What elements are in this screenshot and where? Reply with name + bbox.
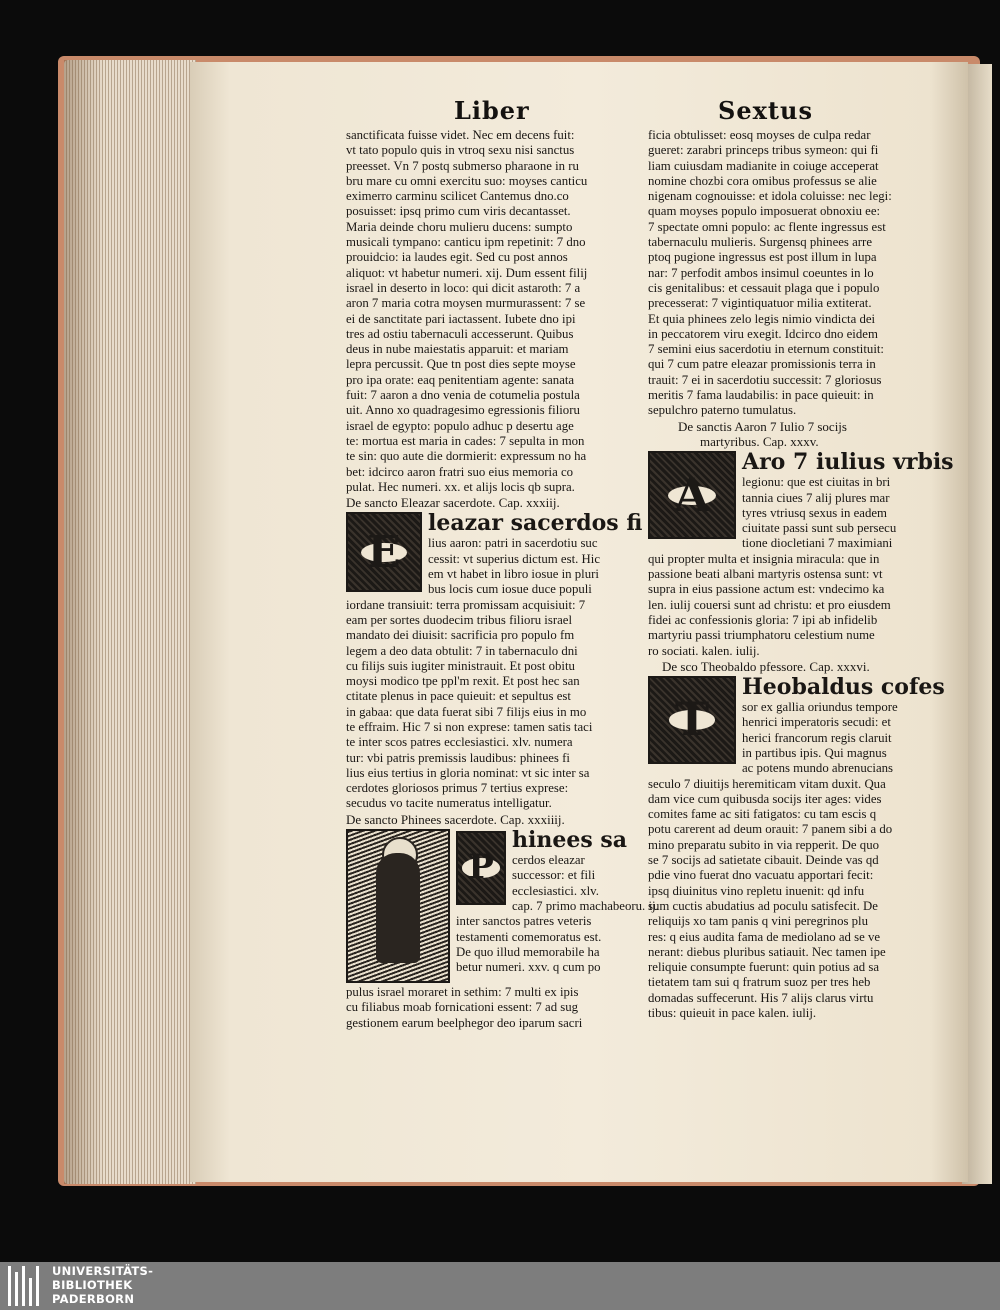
text-line: testamenti comemoratus est.: [456, 929, 602, 944]
text-line: tres ad ostiu tabernaculi accesserunt. Quibus: [346, 326, 574, 341]
library-name-line: BIBLIOTHEK: [52, 1278, 133, 1292]
text-line: bus locis cum iosue duce populi: [428, 582, 592, 597]
text-line: Maria deinde choru mulieru ducens: sumpto: [346, 219, 573, 234]
left-text-top: [346, 128, 634, 495]
text-line: ptoq pugione ingressus est post illum in lupa: [648, 250, 877, 265]
text-line: trauit: 7 ei in sacerdotiu successit: 7 gloriosus: [648, 372, 882, 387]
running-head-right: Sextus: [718, 96, 813, 125]
text-line: precesserat: 7 vigintiquatuor milia extiterat.: [648, 296, 872, 311]
text-line: mandato dei diuisit: sacrificia pro populo fm: [346, 628, 575, 643]
text-line: meritis 7 fama laudabilis: in pace quieuit: in: [648, 388, 874, 403]
logo-stripe: [36, 1266, 39, 1306]
text-line: ctitate plenus in pace quieuit: et sepultus est: [346, 689, 571, 704]
opening-words: Aro 7 iulius vrbis: [742, 449, 954, 476]
text-lines: [648, 552, 932, 659]
text-line: in gabaa: que data fuerat sibi 7 filijs eius in mo: [346, 704, 587, 719]
text-line: reliquie consumpte fuerunt: quin potius ad sa: [648, 960, 880, 975]
text-line: Et quia phinees zelo legis nimio vindicta dei: [648, 311, 876, 326]
text-line: ecclesiastici. xlv.: [512, 883, 599, 898]
chapter-heading: De sancto Eleazar sacerdote. Cap. xxxiij.: [346, 495, 560, 511]
chapter-heading: De sancto Phinees sacerdote. Cap. xxxiiij.: [346, 811, 565, 827]
text-line: tannia ciues 7 alij plures mar: [742, 490, 890, 505]
opening-words: leazar sacerdos fi: [428, 510, 643, 537]
text-line: pulus israel moraret in sethim: 7 multi ex ipis: [346, 985, 579, 1000]
text-line: liam cuiusdam madianite in coiuge acceperat: [648, 158, 879, 173]
text-line: inter sanctos patres veteris: [456, 914, 592, 929]
text-lines: [346, 985, 634, 1031]
opening-words: hinees sa: [512, 827, 628, 854]
initial-letter: E: [361, 543, 407, 562]
text-line: qui 7 cum patre eleazar promissionis terra in: [648, 357, 876, 372]
text-line: cap. 7 primo machabeoru. ij.: [512, 898, 659, 913]
text-line: supra in eius passione actum est: vndecimo ka: [648, 582, 885, 597]
library-logo-icon: [8, 1266, 44, 1306]
text-line: sum cuctis abudatius ad poculu satisfecit. De: [648, 898, 878, 913]
text-line: bru mare cu omni exercitu suo: moyses canticu: [346, 173, 588, 188]
text-line: fuit: 7 aaron a dno venia de cotumelia postula: [346, 388, 580, 403]
text-line: iordane transiuit: terra promissam acquisiuit: 7: [346, 597, 586, 612]
text-lines: [648, 777, 932, 1022]
text-line: domadas suffecerunt. His 7 alijs clarus virtu: [648, 990, 874, 1005]
decorated-initial: [346, 512, 422, 592]
text-line: nigenam cognouisse: et idola coluisse: nec legi:: [648, 189, 892, 204]
text-line: pro ipa orate: eaq penitentiam agente: sanata: [346, 372, 575, 387]
library-name-line: UNIVERSITÄTS-: [52, 1264, 154, 1278]
text-line: tibus: quieuit in pace kalen. iulij.: [648, 1006, 817, 1021]
text-line: dam vice cum quibusda socijs iter ages: vides: [648, 791, 882, 806]
text-line: israel in deserto in loco: qui dicit astaroth: 7 a: [346, 280, 581, 295]
text-line: reliquijs xo tam panis q vini peregrinos plu: [648, 914, 869, 929]
text-line: betur numeri. xxv. q cum po: [456, 960, 601, 975]
chapter-heading: De sanctis Aaron 7 Iulio 7 socijs: [678, 418, 847, 434]
decorated-initial: [648, 451, 736, 539]
decorated-initial: [648, 676, 736, 764]
text-line: eximerro carminu scilicet Cantemus dno.co: [346, 189, 569, 204]
text-line: comites fame ac siti fatigatos: cu tam escis q: [648, 807, 877, 822]
paragraph-theobald: [648, 674, 945, 776]
text-line: ac potens mundo abrenucians: [742, 761, 894, 776]
text-lines: [346, 598, 634, 812]
logo-stripe: [29, 1278, 32, 1306]
text-line: te: mortua est maria in cades: 7 sepulta in mon: [346, 433, 585, 448]
text-line: bet: idcirco aaron fratri suo eius memoria co: [346, 464, 574, 479]
right-text-top: [648, 128, 932, 419]
text-line: tyres vtriusq sexus in eadem: [742, 505, 888, 520]
running-head-left: Liber: [454, 96, 530, 125]
text-line: cessit: vt superius dictum est. Hic: [428, 551, 601, 566]
text-line: tietatem tam sui q fratrum suoz per tres heb: [648, 975, 871, 990]
text-line: res: q eius audita fama de mediolano ad se ve: [648, 929, 881, 944]
text-line: aron 7 maria cotra moysen murmurassent: 7 se: [346, 296, 586, 311]
decorated-initial: [456, 831, 506, 905]
text-line: deus in nube maiestatis apparuit: et mariam: [346, 342, 569, 357]
library-name-line: PADERBORN: [52, 1292, 135, 1306]
text-line: lius eius tertius in gloria nominat: vt sic inter sa: [346, 765, 590, 780]
text-line: ipsq diuinitus vino repletu inuenit: qd infu: [648, 883, 865, 898]
text-line: cu filiabus moab fornicationi essent: 7 ad sug: [346, 1000, 579, 1015]
logo-stripe: [8, 1266, 11, 1306]
paragraph-eleazar: [346, 510, 643, 597]
page-edge-shadow: [64, 60, 104, 1184]
text-line: qui propter multa et insignia miracula: que in: [648, 551, 880, 566]
text-line: sepulchro paterno tumulatus.: [648, 403, 797, 418]
text-line: ciuitate passi sunt sub persecu: [742, 521, 897, 536]
text-line: preesset. Vn 7 postq submerso pharaone in ru: [346, 158, 579, 173]
text-line: sanctificata fuisse videt. Nec em decens fuit:: [346, 128, 575, 142]
text-line: len. iulij couersi sunt ad christu: et pro eiusdem: [648, 597, 891, 612]
text-line: lius aaron: patri in sacerdotiu suc: [428, 536, 598, 551]
text-line: te sin: quo aute die dormierit: expressum no ha: [346, 449, 587, 464]
text-line: gestionem earum beelphegor deo iparum sacri: [346, 1015, 583, 1030]
text-line: pulat. Hec numeri. xx. et alijs locis qb supra.: [346, 479, 575, 494]
text-line: De quo illud memorabile ha: [456, 944, 600, 959]
text-line: secudus vo tacite numeratus intelligatur.: [346, 796, 552, 811]
text-line: 7 spectate omni populo: ac flente ingressus est: [648, 219, 886, 234]
text-line: cis genitalibus: et cessauit plaga que i populo: [648, 280, 880, 295]
text-line: cerdos eleazar: [512, 853, 585, 868]
text-line: passione beati albani martyris ostensa sunt: vt: [648, 567, 883, 582]
figure: [376, 853, 420, 963]
text-line: se 7 socijs ad satietate cibauit. Deinde vas qd: [648, 853, 879, 868]
text-line: te inter scos patres ecclesiastici. xlv. numera: [346, 735, 573, 750]
text-line: legionu: que est ciuitas in bri: [742, 475, 891, 490]
saint-woodcut-illustration: [346, 829, 450, 983]
text-line: posuisset: ipsq primo cum viris decantasset.: [346, 204, 571, 219]
logo-stripe: [15, 1272, 18, 1306]
text-line: tabernaculu mulieris. Surgensq phinees arre: [648, 235, 872, 250]
text-line: uit. Anno xo quadragesimo egressionis filioru: [346, 403, 580, 418]
text-line: in peccatorem viru exegit. Idcirco dno eidem: [648, 326, 878, 341]
text-line: lepra percussit. Que tn post dies septe moyse: [346, 357, 576, 372]
initial-letter: P: [462, 858, 500, 877]
text-line: pdie vino fuerat dno vacuatu apportari fecit:: [648, 868, 874, 883]
text-line: gueret: zarabri princeps tribus symeon: qui fi: [648, 143, 879, 158]
text-line: musicali tympano: canticu ipm repetinit: 7 dno: [346, 235, 586, 250]
text-line: aliquot: vt habetur numeri. xij. Dum essent filij: [346, 265, 588, 280]
text-line: te effraim. Hic 7 si non exprese: tamen satis taci: [346, 719, 593, 734]
text-line: israel de egypto: populo adhuc p desertu age: [346, 418, 574, 433]
text-line: in partibus ipis. Qui magnus: [742, 745, 887, 760]
text-line: tur: vbi patris premissis laudibus: phinees fi: [346, 750, 570, 765]
text-line: henrici imperatoris secudi: et: [742, 715, 891, 730]
left-column: [346, 128, 659, 1031]
text-line: 7 semini eius sacerdotiu in eternum constituit:: [648, 342, 884, 357]
text-line: mino preparatu subito in via repperit. De quo: [648, 837, 879, 852]
text-line: quam moyses populo imposuerat obnoxiu ee:: [648, 204, 881, 219]
chapter-heading: De sco Theobaldo pfessore. Cap. xxxvi.: [662, 658, 870, 674]
text-line: nar: 7 perfodit ambos insimul coeuntes in lo: [648, 265, 874, 280]
text-line: tione diocletiani 7 maximiani: [742, 536, 893, 551]
paragraph-phinees: [346, 827, 659, 975]
initial-letter: A: [668, 486, 716, 505]
paragraph-aaron-julius: [648, 449, 954, 551]
text-line: martyriu passi triumphatoru celestium nume: [648, 628, 875, 643]
right-column: [648, 128, 954, 1021]
text-line: sor ex gallia oriundus tempore: [742, 700, 898, 715]
text-line: ro sociati. kalen. iulij.: [648, 643, 760, 658]
text-line: nomine chozbi cora omibus professus se alie: [648, 173, 877, 188]
text-line: herici francorum regis claruit: [742, 730, 892, 745]
logo-stripe: [22, 1266, 25, 1306]
text-line: cu filijs suis iugiter ministrauit. Et post obitu: [346, 658, 575, 673]
text-line: fidei ac confessionis gloria: 7 ipi ab infidelib: [648, 612, 878, 627]
text-line: nerant: diebus pluribus satiauit. Nec tamen ipe: [648, 944, 886, 959]
text-line: legem a deo data obtulit: 7 in tabernaculo dni: [346, 643, 578, 658]
text-line: seculo 7 diuitijs heremiticam vitam duxit. Qua: [648, 776, 886, 791]
text-line: vt tato populo quis in vtroq sexu nisi sanctus: [346, 143, 575, 158]
text-line: eam per sortes duodecim tribus filioru israel: [346, 612, 573, 627]
chapter-heading-cont: martyribus. Cap. xxxv.: [700, 433, 819, 449]
text-line: em vt habet in libro iosue in pluri: [428, 567, 599, 582]
text-line: moysi modico tpe ppl'm rexit. Et post hec san: [346, 674, 580, 689]
opening-words: Heobaldus cofes: [742, 674, 945, 701]
text-line: potu carerent ad deum orauit: 7 panem sibi a do: [648, 822, 893, 837]
library-name: [52, 1264, 153, 1306]
text-line: successor: et fili: [512, 868, 596, 883]
text-line: ficia obtulisset: eosq moyses de culpa redar: [648, 128, 871, 142]
text-line: prouidcio: ia laudes egit. Sed cu post annos: [346, 250, 568, 265]
initial-letter: T: [669, 710, 715, 729]
text-line: ei de sanctitate pari iactassent. Iubete dno ipi: [346, 311, 576, 326]
text-line: cerdotes gloriosos primus 7 tertius exprese:: [346, 781, 569, 796]
